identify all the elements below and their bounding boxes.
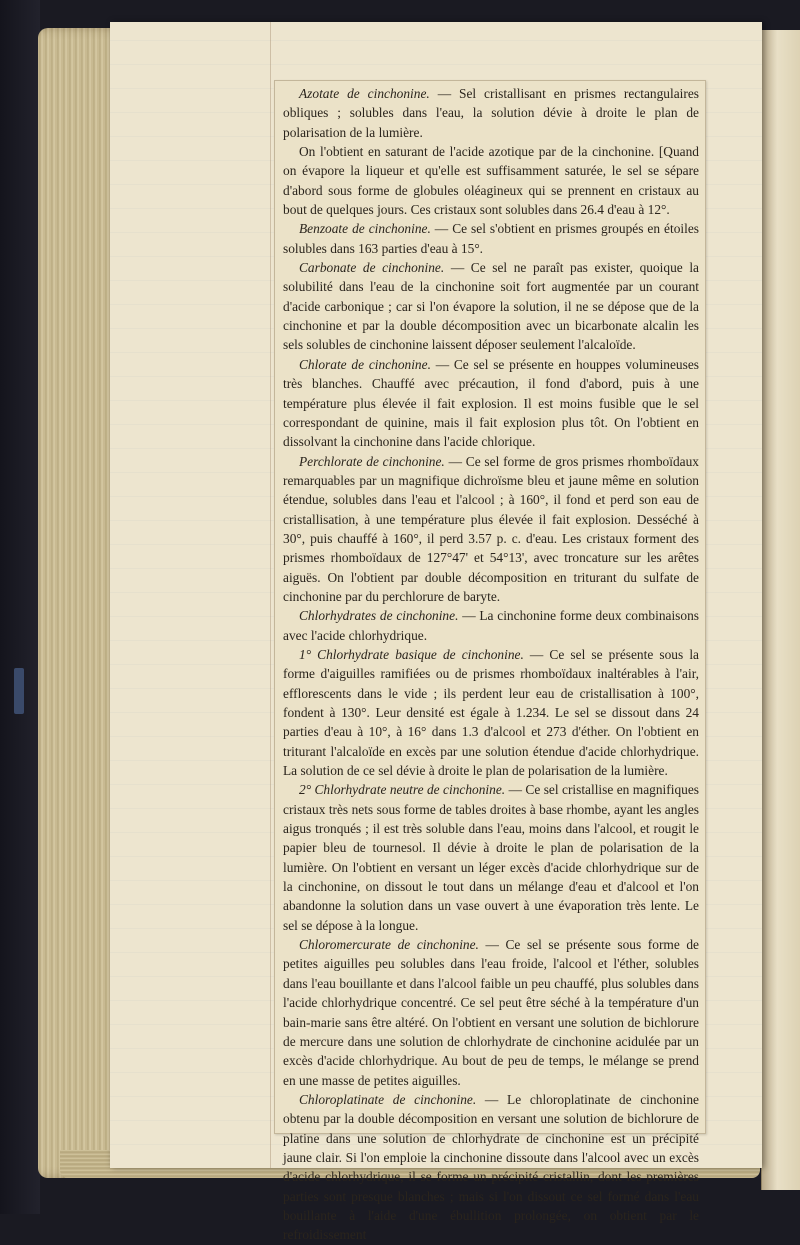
paragraph-text: — Ce sel se présente sous forme de petites aiguilles peu solubles dans l'eau froide, l'alcool et l'éther, solubles dans l'eau bouillante et dans l'alcool faible un peu chauffé, plus solubles dans l'acide chlorhydrique concentré. Ce sel peut être séché à la température d'un bain-marie sans être altéré. On l'obtient en versant une solution de bichlorure de mercure dans une solution de chlorhydrate de cinchonine acidulée par un excès d'acide chlorhydrique. Au bout de peu de temps, le mélange se prend en une masse de petites aiguilles. — [283, 937, 699, 1088]
paragraph-text: — Le chloroplatinate de cinchonine obtenu par la double décomposition en versant une solution de bichlorure de platine dans une solution de chlorhydrate de cinchonine est un précipité jaune clair. Si l'on emploie la cinchonine dissoute dans l'alcool avec un excès d'acide chlorhydrique, il se forme un précipité cristallin, dont les premières parties sont presque blanches ; mais si l'on dissout ce sel formé dans l'eau bouillante à l'aide d'une ébullition prolongée, on obtient par le refroidissement — [283, 1091, 699, 1243]
facing-page-edge — [761, 30, 800, 1190]
paragraph-text: — Ce sel ne paraît pas exister, quoique la solubilité dans l'eau de la cinchonine soit fort augmentée par un courant d'acide carbonique ; car si l'on évapore la solution, il ne se dépose que de la cinchonine et par la double décomposition avec un bicarbonate alcalin les sels solubles de cinchonine laissent déposer seulement l'alcaloïde. — [283, 260, 699, 353]
paragraph-azotate-preparation — [283, 142, 699, 219]
paragraph-text: On l'obtient en saturant de l'acide azotique par de la cinchonine. [Quand on évapore la liqueur et qu'elle est suffisamment saturée, le sel se sépare d'abord sous forme de globules oléagineux qui se prennent en cristaux au bout de quelques jours. Ces cristaux sont solubles dans 26.4 d'eau à 12°. — [283, 144, 699, 218]
paragraph-carbonate — [283, 258, 699, 355]
paragraph-text: — Sel cristallisant en prismes rectangulaires obliques ; solubles dans l'eau, la solution dévie à droite le plan de polarisation de la lumière. — [283, 86, 699, 140]
salt-name: Azotate de cinchonine. — [299, 86, 430, 101]
paragraph-chlorhydrate-basique — [283, 645, 699, 780]
paragraph-azotate — [283, 84, 699, 142]
salt-name: Carbonate de cinchonine. — [299, 260, 445, 276]
salt-name: Chlorhydrates de cinchonine. — [299, 608, 459, 624]
salt-name: 2° Chlorhydrate neutre de cinchonine. — [299, 782, 506, 798]
paragraph-text: — Ce sel se présente en houppes volumineuses très blanches. Chauffé avec précaution, il fond d'abord, puis à une température plus élevée il fait explosion. Il est moins fusible que le sel correspondant de quinine, mais il fait explosion plus tôt. On l'obtient en dissolvant la cinchonine dans l'acide chlorique. — [283, 356, 699, 450]
paragraph-chlorate — [283, 355, 699, 452]
clipping-text — [283, 84, 699, 1245]
salt-name: Perchlorate de cinchonine. — [299, 453, 445, 469]
bookmark-tab — [14, 668, 24, 714]
salt-name: Benzoate de cinchonine. — [299, 221, 431, 237]
paragraph-text: — Ce sel cristallise en magnifiques cristaux très nets sous forme de tables droites à base rhombe, ayant les angles aigus tronqués ; il est très soluble dans l'eau, moins dans l'alcool, et rougit le papier bleu de tournesol. Il dévie à droite le plan de polarisation de la lumière. On l'obtient en versant un léger excès d'acide chlorhydrique sur de la cinchonine, on dissout le tout dans un mélange d'eau et d'alcool et l'on abandonne la solution dans un vase ouvert à une évaporation très lente. Le sel se dépose à la longue. — [283, 782, 700, 933]
salt-name: Chloromercurate de cinchonine. — [299, 937, 479, 953]
paragraph-benzoate — [283, 219, 699, 258]
paragraph-perchlorate — [283, 452, 699, 607]
paragraph-chloroplatinate — [283, 1090, 699, 1245]
paragraph-text: — Ce sel s'obtient en prismes groupés en étoiles solubles dans 163 parties d'eau à 15°. — [283, 221, 699, 256]
paragraph-text: — La cinchonine forme deux combinaisons avec l'acide chlorhydrique. — [283, 608, 699, 643]
paragraph-chloromercurate — [283, 935, 699, 1090]
salt-name: 1° Chlorhydrate basique de cinchonine. — [299, 646, 524, 662]
margin-rule — [270, 22, 271, 1168]
salt-name: Chloroplatinate de cinchonine. — [299, 1091, 477, 1107]
salt-name: Chlorate de cinchonine. — [299, 356, 431, 372]
paragraph-text: — Ce sel se présente sous la forme d'aiguilles ramifiées ou de prismes rhomboïdaux inaltérables à l'air, efflorescents dans le vide ; ils perdent leur eau de cristallisation à 100°, fondent à 130°. Leur densité est égale à 1.234. Le sel se dissout dans 24 parties d'eau à 10°, à 16° dans 1.3 d'alcool et 273 d'éther. On l'obtient en triturant l'alcaloïde en excès par une solution étendue d'acide chlorhydrique. La solution de ce sel dévie à droite le plan de polarisation de la lumière. — [283, 646, 699, 779]
paragraph-chlorhydrates — [283, 606, 699, 645]
paragraph-text: — Ce sel forme de gros prismes rhomboïdaux remarquables par un magnifique dichroïsme bleu et jaune même en solution étendue, solubles dans l'eau et l'alcool ; à 160°, il fond et perd son eau de cristallisation, à une température plus élevée il fait explosion. Desséché à 30°, puis chauffé à 160°, il perd 3.57 p. c. d'eau. Les cristaux forment des prismes rhomboïdaux de 127°47' et 54°13', avec troncature sur les arêtes aiguës. On l'obtient par double décomposition en triturant du sulfate de cinchonine par du perchlorure de baryte. — [283, 453, 699, 604]
dark-background — [0, 0, 40, 1214]
paragraph-chlorhydrate-neutre — [283, 780, 699, 935]
